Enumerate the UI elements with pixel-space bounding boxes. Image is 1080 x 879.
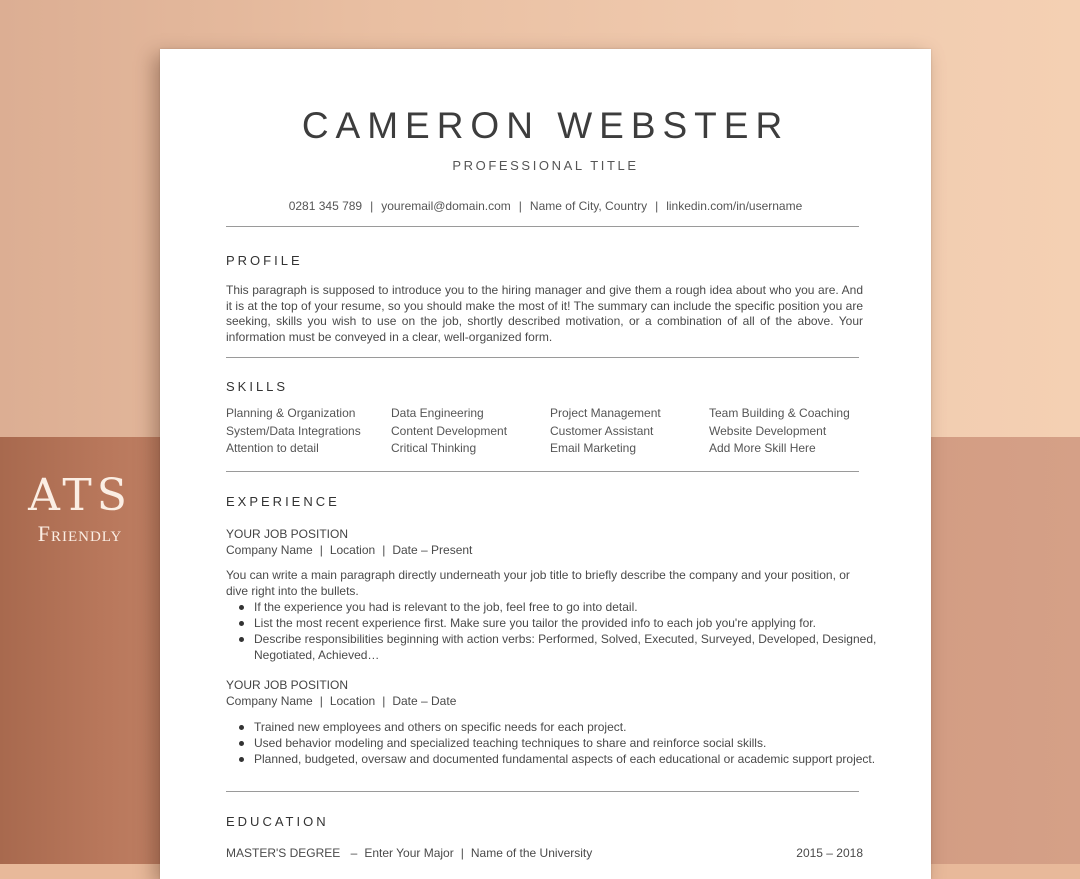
education-heading: EDUCATION — [226, 814, 329, 829]
skills-heading: SKILLS — [226, 379, 289, 394]
skill-item: Data Engineering — [391, 406, 484, 420]
job-bullet: Planned, budgeted, oversaw and documented fundamental aspects of each educational or academic support project. — [254, 751, 894, 767]
job-bullet: Describe responsibilities beginning with action verbs: Performed, Solved, Executed, Surveyed, Developed, Designed, Negotiated, Achieved… — [254, 631, 894, 663]
skills-column — [226, 405, 361, 458]
skill-item: System/Data Integrations — [226, 423, 361, 438]
education-dash: – — [350, 846, 358, 860]
section-divider — [226, 357, 859, 358]
contact-linkedin: linkedin.com/in/username — [666, 199, 803, 213]
profile-heading: PROFILE — [226, 253, 303, 268]
job-company: Company Name — [226, 694, 313, 708]
job-date: Date – Date — [392, 694, 457, 708]
contact-separator: | — [370, 199, 374, 213]
section-divider — [226, 471, 859, 472]
contact-separator: | — [518, 199, 522, 213]
job-description: You can write a main paragraph directly underneath your job title to briefly describe the company and your position, or dive right into the bullets. — [226, 568, 850, 598]
contact-line — [160, 199, 931, 213]
job-bullet: If the experience you had is relevant to the job, feel free to go into detail. — [254, 599, 894, 615]
resume-page — [160, 49, 931, 879]
education-major: Enter Your Major — [364, 846, 454, 860]
contact-email: youremail@domain.com — [381, 199, 511, 213]
education-degree: MASTER'S DEGREE — [226, 846, 341, 860]
skill-item: Content Development — [391, 423, 508, 438]
skill-item: Team Building & Coaching — [709, 406, 850, 420]
job-bullet: List the most recent experience first. Make sure you tailor the provided info to each job you're applying for. — [254, 615, 894, 631]
job-meta-separator: | — [382, 694, 386, 708]
job-bullet-list — [226, 599, 894, 663]
skill-item: Add More Skill Here — [709, 441, 816, 456]
education-years: 2015 – 2018 — [796, 846, 863, 860]
job-location: Location — [329, 543, 376, 557]
skill-item: Project Management — [550, 406, 661, 420]
education-university: Name of the University — [470, 846, 593, 860]
experience-heading: EXPERIENCE — [226, 494, 340, 509]
skills-column — [391, 405, 507, 458]
job-company: Company Name — [226, 543, 313, 557]
job-position: YOUR JOB POSITION — [226, 678, 349, 692]
job-meta-separator: | — [319, 694, 323, 708]
job-meta — [226, 694, 456, 708]
job-meta-separator: | — [319, 543, 323, 557]
skill-item: Attention to detail — [226, 441, 319, 456]
skill-item: Email Marketing — [550, 441, 637, 456]
contact-separator: | — [655, 199, 659, 213]
job-meta-separator: | — [382, 543, 386, 557]
skill-item: Critical Thinking — [391, 441, 477, 456]
contact-location: Name of City, Country — [529, 199, 648, 213]
resume-name: CAMERON WEBSTER — [301, 105, 790, 146]
job-date: Date – Present — [392, 543, 473, 557]
job-location: Location — [329, 694, 376, 708]
skill-item: Planning & Organization — [226, 406, 356, 420]
skill-item: Customer Assistant — [550, 423, 654, 438]
professional-title: PROFESSIONAL TITLE — [452, 158, 639, 173]
ats-friendly-badge — [0, 470, 160, 546]
ats-badge-subtitle: Friendly — [37, 521, 123, 546]
job-position: YOUR JOB POSITION — [226, 527, 349, 541]
skills-column — [550, 405, 661, 458]
education-entry — [226, 846, 863, 860]
section-divider — [226, 791, 859, 792]
ats-badge-title: ATS — [28, 470, 132, 521]
job-meta — [226, 543, 472, 557]
skills-column — [709, 405, 850, 458]
profile-text: This paragraph is supposed to introduce you to the hiring manager and give them a rough idea about who you are. And it is at the top of your resume, so you should make the most of it! The summary can include the specific position you are seeking, skills you wish to use on the job, shortly described motivation, or a combination of all of the above. Your information must be conveyed in a clear, well-organized form. — [226, 283, 863, 344]
job-bullet: Trained new employees and others on specific needs for each project. — [254, 719, 894, 735]
section-divider — [226, 226, 859, 227]
skill-item: Website Development — [709, 423, 827, 438]
contact-phone: 0281 345 789 — [288, 199, 363, 213]
education-separator: | — [460, 846, 464, 860]
job-bullet: Used behavior modeling and specialized teaching techniques to share and reinforce social skills. — [254, 735, 894, 751]
job-bullet-list — [226, 719, 894, 767]
